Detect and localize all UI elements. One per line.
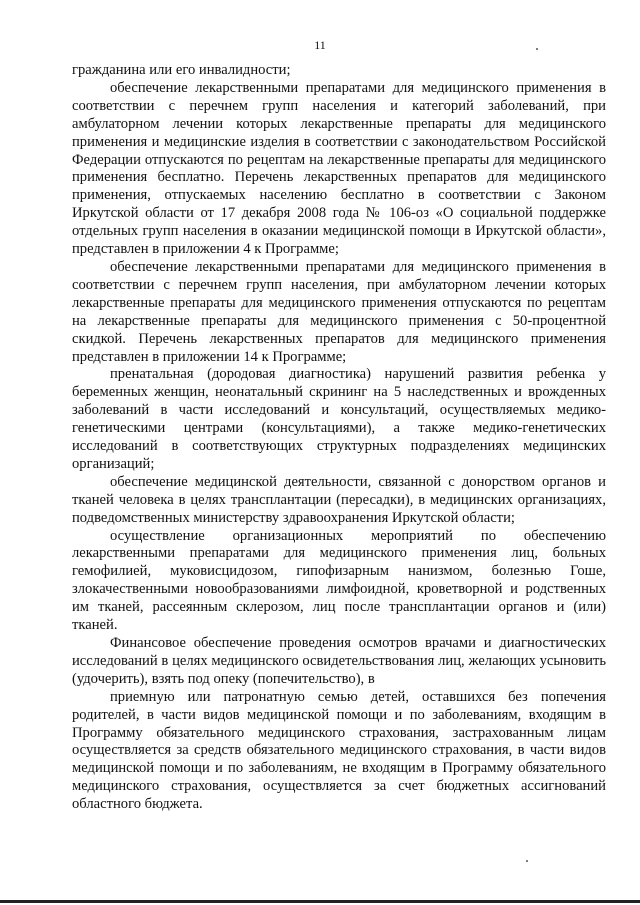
page-number: 11 [314, 38, 326, 52]
paragraph-5: обеспечение медицинской деятельности, связанной с донорством органов и тканей человека в целях трансплантации (пересадки), в медицинских организациях, подведомственных министерству здравоохранения Иркутской области; [72, 473, 606, 526]
paragraph-3: обеспечение лекарственными препаратами для медицинского применения в соответствии с перечнем групп населения, при амбулаторном лечении которых лекарственные препараты для медицинского применения отпускаются по рецептам на лекарственные препараты для медицинского применения с 50-процентной скидкой. Перечень лекарственных препаратов для медицинского применения представлен в приложении 14 к Программе; [72, 258, 606, 365]
document-body [72, 62, 606, 814]
paragraph-2: обеспечение лекарственными препаратами для медицинского применения в соответствии с перечнем групп населения и категорий заболеваний, при амбулаторном лечении которых лекарственные препараты для медицинского применения и медицинские изделия в соответствии с законодательством Российской Федерации отпускаются по рецептам на лекарственные препараты для медицинского применения бесплатно. Перечень лекарственных препаратов для медицинского применения, отпускаемых населению бесплатно в соответствии с Законом Иркутской области от 17 декабря 2008 года № 106-оз «О социальной поддержке отдельных групп населения в оказании медицинской помощи в Иркутской области», представлен в приложении 4 к Программе; [72, 79, 606, 258]
paragraph-7: Финансовое обеспечение проведения осмотров врачами и диагностических исследований в целях медицинского освидетельствования лиц, желающих усыновить (удочерить), взять под опеку (попечительство), в [72, 635, 606, 687]
paragraph-4: пренатальная (дородовая диагностика) нарушений развития ребенка у беременных женщин, неонатальный скрининг на 5 наследственных и врожденных заболеваний в части исследований и консультаций, осуществляемых медико-генетическими центрами (консультациями), а также медико-генетических исследований в соответствующих структурных подразделениях медицинских организаций; [72, 366, 606, 472]
scan-speck [536, 48, 538, 50]
paragraph-1: гражданина или его инвалидности; [72, 62, 291, 78]
scan-speck [526, 860, 528, 862]
paragraph-6: осуществление организационных мероприятий по обеспечению лекарственными препаратами для медицинского применения лиц, больных гемофилией, муковисцидозом, гипофизарным нанизмом, болезнью Гоше, злокачественными новообразованиями лимфоидной, кроветворной и родственных им тканей, рассеянным склерозом, лиц после трансплантации органов и (или) тканей. [72, 527, 606, 634]
scan-bottom-edge [0, 900, 640, 903]
paragraph-8: приемную или патронатную семью детей, оставшихся без попечения родителей, в части видов медицинской помощи и по заболеваниям, входящим в Программу обязательного медицинского страхования, застрахованным лицам осуществляется за средств обязательного медицинского страхования, в части видов медицинской помощи и по заболеваниям, не входящим в Программу обязательного медицинского страхования, осуществляется за счет бюджетных ассигнований областного бюджета. [72, 688, 606, 813]
